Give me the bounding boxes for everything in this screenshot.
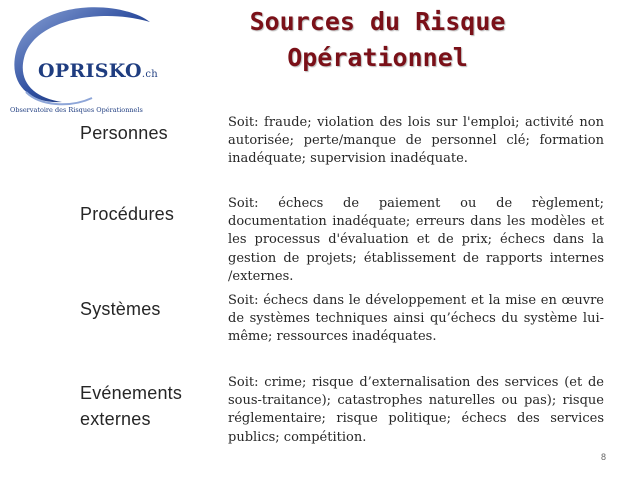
- row-label: Personnes: [80, 123, 168, 143]
- page-number: 8: [600, 452, 606, 462]
- row-description: Soit: échecs dans le développement et la mise en œuvre de systèmes techniques ainsi qu’échecs du système lui-même; ressources inadéquates.: [228, 293, 604, 345]
- logo-tagline: Observatoire des Risques Opérationnels: [10, 106, 143, 114]
- slide-title: [205, 4, 550, 76]
- row-description: Soit: fraude; violation des lois sur l'emploi; activité non autorisée; perte/manque de personnel clé; formation inadéquate; supervision inadéquate.: [228, 115, 604, 167]
- slide-title-line2: Opérationnel: [287, 43, 468, 72]
- row-label-line1: Evénements: [80, 383, 183, 403]
- row-description: Soit: échecs de paiement ou de règlement; documentation inadéquate; erreurs dans les modèles et les processus d'évaluation et de prix; échecs dans la gestion de projets; établissement de rapports internes /externes.: [228, 196, 604, 284]
- logo-name: OPRISKO.ch: [38, 60, 159, 82]
- row-label-line2: externes: [80, 409, 151, 429]
- row-label: Systèmes: [80, 299, 161, 319]
- row-label: [80, 380, 182, 432]
- slide-title-line1: Sources du Risque: [249, 7, 506, 36]
- row-label: Procédures: [80, 204, 175, 224]
- row-description: Soit: crime; risque d’externalisation des services (et de sous-traitance); catastrophes naturelles ou pas); risque réglementaire; risque politique; échecs des services publics; compétition.: [228, 375, 604, 445]
- oprisko-logo: [0, 0, 205, 120]
